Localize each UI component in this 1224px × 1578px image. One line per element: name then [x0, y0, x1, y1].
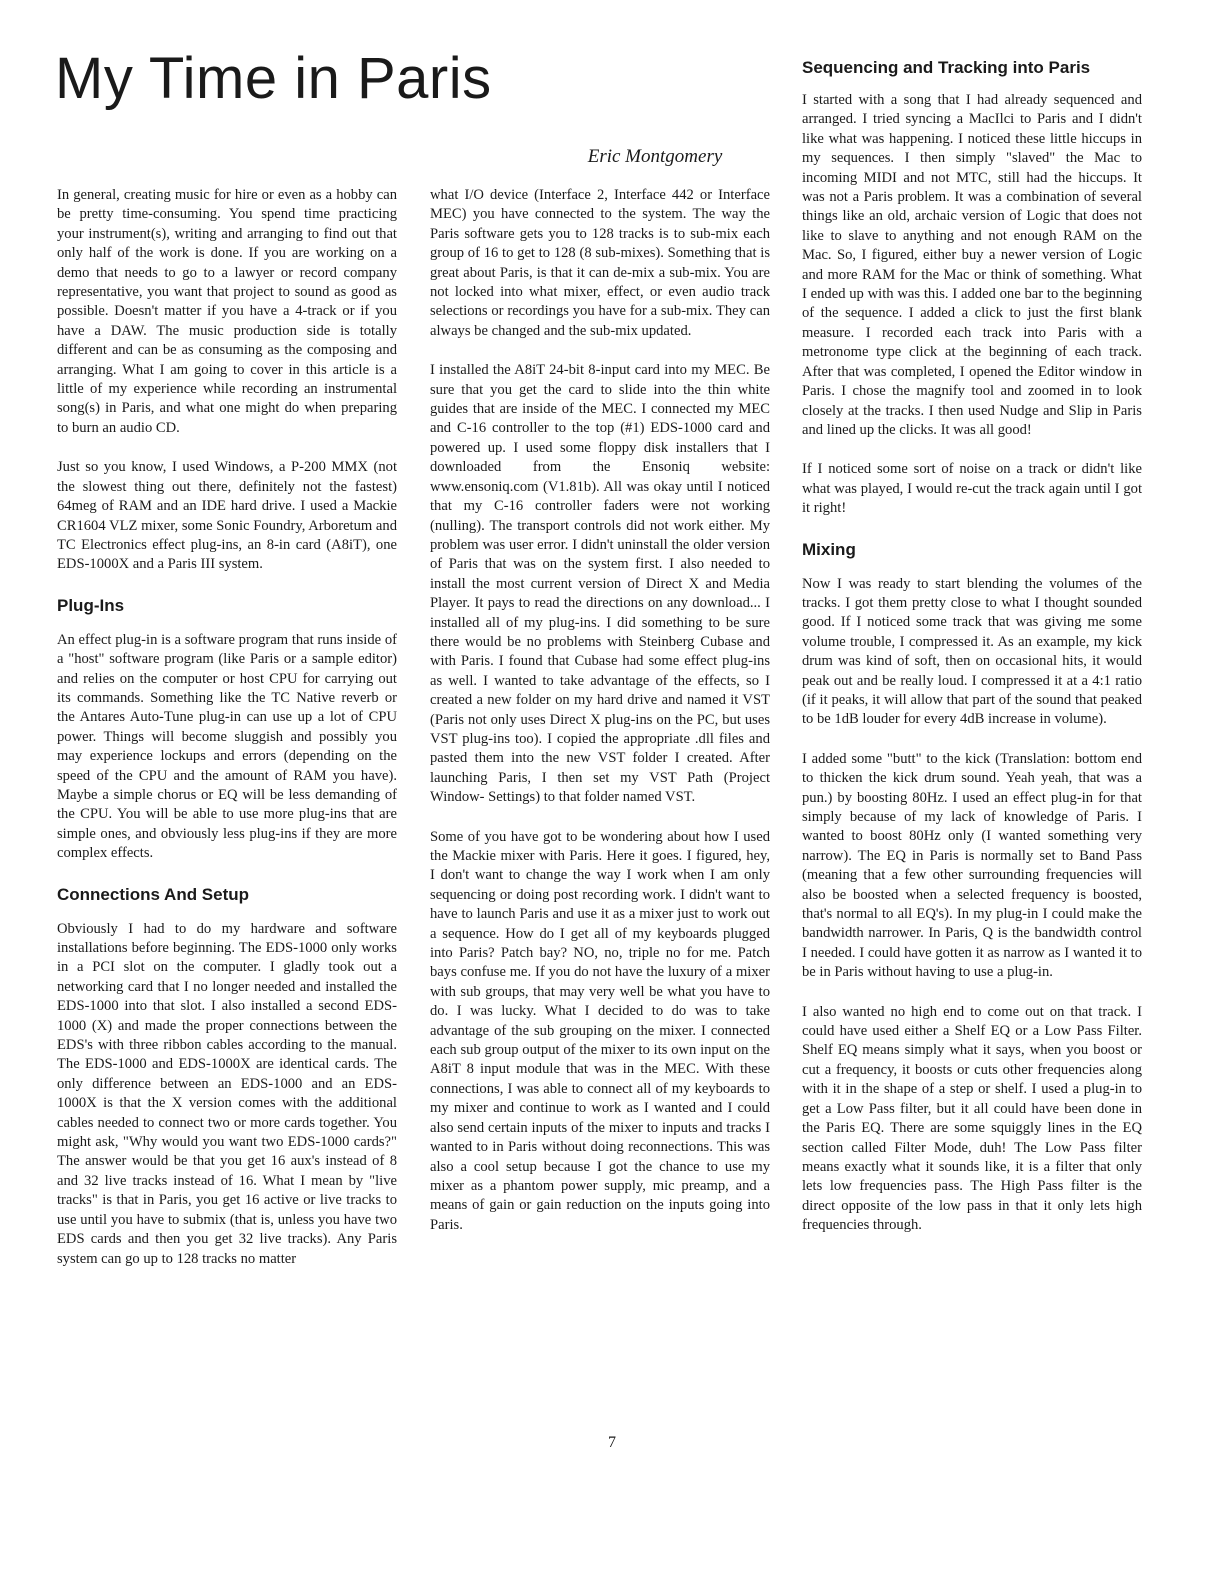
- section-heading-connections: Connections And Setup: [57, 884, 250, 904]
- paragraph: If I noticed some sort of noise on a track or didn't like what was played, I would re-cut the track again until I got it right!: [802, 461, 1142, 517]
- paragraph: Just so you know, I used Windows, a P-200 MMX (not the slowest thing out there, definitely not the fastest) 64meg of RAM and an IDE hard drive. I used a Mackie CR1604 VLZ mixer, some Sonic Foundry, Arboretum and TC Electronics effect plug-ins, an 8-in card (A8iT), one EDS-1000X and a Paris III system.: [57, 459, 397, 573]
- paragraph: I installed the A8iT 24-bit 8-input card into my MEC. Be sure that you get the card to slide into the thin white guides that are inside of the MEC. I connected my MEC and C-16 controller to the top (#1) EDS-1000 card and powered up. I used some floppy disk installers that I downloaded from the Ensoniq website: www.ensoniq.com (V1.81b). All was okay until I noticed that my C-16 controller faders were not working (nulling). The transport controls did not work either. My problem was user error. I didn't uninstall the older version of Paris that was on the system first. I also needed to install the most current version of Direct X and Media Player. It pays to read the directions on any download... I installed all of my plug-ins. I did something to be sure there would be no problems with Steinberg Cubase and with Paris. I found that Cubase had some effect plug-ins as well. I wanted to take advantage of the effects, so I created a new folder on my hard drive and named it VST (Paris not only uses Direct X plug-ins on the PC, but uses VST plug-ins too). I copied the appropriate .dll files and pasted them into the new VST folder I created. After launching Paris, I then set my VST Path (Project Window- Settings) to that folder named VST.: [430, 362, 770, 806]
- column-right: [802, 57, 1142, 1256]
- page-number: 7: [608, 1434, 616, 1451]
- paragraph: Now I was ready to start blending the volumes of the tracks. I got them pretty close to what I thought sounded good. If I noticed some track that was giving me some volume trouble, I compressed it. As an example, my kick drum was kind of soft, then on occasional hits, it would peak out and be really loud. I compressed it at a 4:1 ratio (if it peaks, it will allow that part of the sound that peaked to be 1dB louder for every 4dB increase in volume).: [802, 575, 1142, 728]
- paragraph: I also wanted no high end to come out on that track. I could have used either a Shelf EQ or a Low Pass Filter. Shelf EQ means simply what it says, when you boost or cut a frequency, it boosts or cuts other frequencies along with it in the shape of a step or shelf. I used a plug-in to get a Low Pass filter, but it all could have been done in the Paris EQ. There are some squiggly lines in the EQ section called Filter Mode, duh! The Low Pass filter means exactly what it sounds like, it is a filter that only lets low frequencies pass. The High Pass filter is the direct opposite of the low pass in that it only lets high frequencies through.: [802, 1003, 1142, 1234]
- column-middle: [430, 186, 770, 1255]
- section-heading-mixing: Mixing: [802, 539, 856, 559]
- paragraph: In general, creating music for hire or even as a hobby can be pretty time-consuming. You spend time practicing your instrument(s), writing and arranging to find out that only half of the work is done. If you are working on a demo that needs to go to a lawyer or record company representative, you want that project to sound as good as possible. Doesn't matter if you have a 4-track or if you have a DAW. The music production side is totally different and can be as consuming as the composing and arranging. What I am going to cover in this article is a little of my experience while recording an instrumental song(s) in Paris, and what one might do when preparing to burn an audio CD.: [57, 187, 397, 436]
- paragraph: I added some "butt" to the kick (Translation: bottom end to thicken the kick drum sound. Yeah yeah, that was a pun.) by boosting 80Hz. I used an effect plug-in for that simply because of my lack of knowledge of Paris. I wanted to boost 80Hz only (I wanted something very narrow). The EQ in Paris is normally set to Band Pass (meaning that a few other surrounding frequencies will also be boosted when a selected frequency is boosted, that's normal to all EQ's). In my plug-in I could make the bandwidth narrower. In Paris, Q is the bandwidth control I needed. I could have gotten it as narrow as I wanted it to be in Paris without having to use a plug-in.: [802, 750, 1142, 981]
- paragraph: An effect plug-in is a software program that runs inside of a "host" software program (like Paris or a sample editor) and relies on the computer or host CPU for carrying out its commands. Something like the TC Native reverb or the Antares Auto-Tune plug-in can use up a lot of CPU power. Things will become sluggish and possibly you may experience lockups and errors (depending on the speed of the CPU and the amount of RAM you have). Maybe a simple chorus or EQ will be less demanding of the CPU. You will be able to use more plug-ins that are simple ones, and obviously less plug-ins if they are more complex effects.: [57, 631, 397, 862]
- author-byline: Eric Montgomery: [587, 146, 723, 167]
- column-left: [57, 186, 397, 1289]
- paragraph: Obviously I had to do my hardware and software installations before beginning. The EDS-1000 only works in a PCI slot on the computer. I gladly took out a networking card that I no longer needed and installed the EDS-1000 into that slot. I also installed a second EDS-1000 (X) and made the proper connections between the EDS's with three ribbon cables according to the manual. The EDS-1000 and EDS-1000X are identical cards. The only difference between an EDS-1000 and an EDS-1000X is that the X version comes with the additional cables needed to connect two or more cards together. You might ask, "Why would you want two EDS-1000 cards?" The answer would be that you get 16 aux's instead of 8 and 32 live tracks instead of 16. What I mean by "live tracks" is that in Paris, you get 16 active or live tracks to use until you have to submix (that is, unless you have two EDS cards and then you get 32 live tracks). Any Paris system can go up to 128 tracks no matter: [57, 920, 397, 1267]
- paragraph: what I/O device (Interface 2, Interface 442 or Interface MEC) you have connected to the system. The way the Paris software gets you to 128 tracks is to sub-mix each group of 16 to get to 128 (8 sub-mixes). Something that is great about Paris, is that it can de-mix a sub-mix. You are not locked into what mixer, effect, or even audio track selections or recordings you have for a sub-mix. They can always be changed and the sub-mix updated.: [430, 187, 770, 339]
- section-heading-sequencing: Sequencing and Tracking into Paris: [802, 58, 1091, 77]
- paragraph: I started with a song that I had already sequenced and arranged. I tried syncing a MacIlci to Paris and I didn't like what was happening. I noticed these little hiccups in my sequences. I then simply "slaved" the Mac to incoming MIDI and not MTC, still had the hiccups. It was not a Paris problem. It was a combination of several things like an old, archaic version of Logic that does not like to slave to anything and not enough RAM on the Mac. So, I figured, either buy a newer version of Logic and more RAM for the Mac or think of something. What I ended up with was this. I added one bar to the beginning of the sequence. I added a click to just the first blank measure. I recorded each track into Paris with a metronome type click at the beginning of each track. After that was completed, I opened the Editor window in Paris. I chose the magnify tool and zoomed in to look closely at the tracks. I then used Nudge and Slip in Paris and lined up the clicks. It was all good!: [802, 92, 1142, 438]
- article-title: My Time in Paris: [55, 46, 492, 111]
- section-heading-plugins: Plug-Ins: [57, 595, 125, 615]
- paragraph: Some of you have got to be wondering about how I used the Mackie mixer with Paris. Here it goes. I figured, hey, I don't want to change the way I work when I am only sequencing or doing post recording work. I didn't want to have to launch Paris and use it as a mixer just to work out a sequence. How do I get all of my keyboards plugged into Paris? Patch bay? NO, no, triple no for me. Patch bays confuse me. If you do not have the luxury of a mixer with sub groups, that may very well be what you have to do. I was lucky. What I decided to do was to take advantage of the sub grouping on the mixer. I connected each sub group output of the mixer to its own input on the A8iT 8 input module that was in the MEC. With these connections, I was able to connect all of my keyboards to my mixer and continue to work as I wanted and I could also send certain inputs of the mixer to inputs and tracks I wanted to in Paris without doing reconnections. This was also a cool setup because I got the chance to use my mixer as a phantom power supply, mic preamp, and a means of gain or gain reduction on the inputs going into Paris.: [430, 828, 770, 1233]
